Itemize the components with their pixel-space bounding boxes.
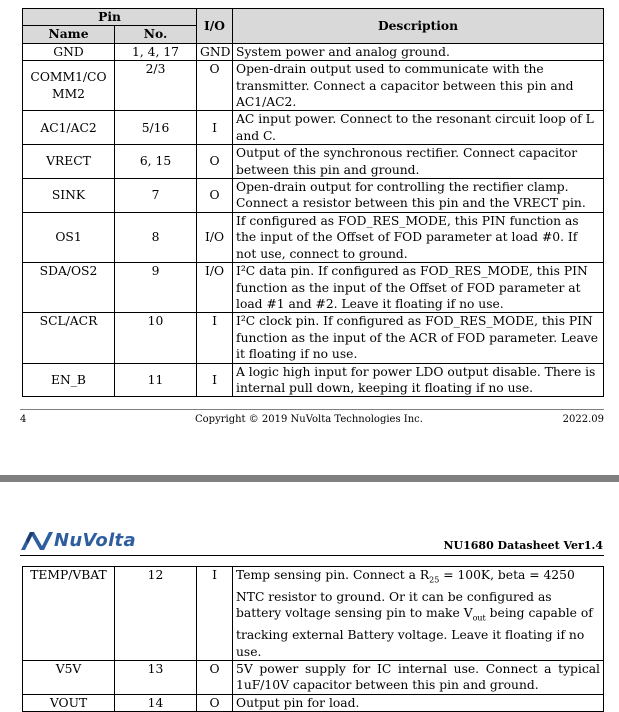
nuvolta-logo-icon <box>20 530 54 552</box>
table-row <box>23 179 604 213</box>
pin-name: V5V <box>23 660 115 694</box>
pin-name: AC1/AC2 <box>23 111 115 145</box>
pin-description: Temp sensing pin. Connect a $R_{25} = 100K$, beta = 4250 NTC resistor to ground. Or it can be configured as battery voltage sensing pin to make $V_{out}$ being capable of tracking external Battery voltage. Leave it floating if no use. <box>233 567 604 661</box>
pin-name: SDA/OS2 <box>23 263 115 313</box>
pin-io: I <box>197 567 233 661</box>
pin-io: O <box>197 694 233 711</box>
table-row <box>23 660 604 694</box>
table-row <box>23 694 604 711</box>
pin-description: I²C data pin. If configured as FOD_RES_MODE, this PIN function as the input of the Offset of FOD parameter at load #1 and #2. Leave it floating if no use. <box>233 263 604 313</box>
table-row <box>23 61 604 111</box>
pin-number: 12 <box>115 567 197 661</box>
pin-name: EN_B <box>23 363 115 397</box>
table-row <box>23 263 604 313</box>
pin-number: 7 <box>115 179 197 213</box>
io-header: I/O <box>197 9 233 44</box>
pin-name: VRECT <box>23 145 115 179</box>
pin-name: COMM1/CO MM2 <box>23 61 115 111</box>
pin-description-table-continued <box>22 566 604 712</box>
pin-number: 2/3 <box>115 61 197 111</box>
pin-io: I <box>197 363 233 397</box>
name-header: Name <box>23 26 115 43</box>
pin-io: GND <box>197 43 233 60</box>
footer-date: 2022.09 <box>562 414 604 425</box>
pin-io: I/O <box>197 212 233 262</box>
pin-description: Open-drain output for controlling the rectifier clamp. Connect a resistor between this pin and the VRECT pin. <box>233 179 604 213</box>
copyright: Copyright © 2019 NuVolta Technologies Inc. <box>195 414 423 425</box>
pin-name: VOUT <box>23 694 115 711</box>
pin-description: System power and analog ground. <box>233 43 604 60</box>
pin-header: Pin <box>23 9 197 26</box>
pin-description: Output of the synchronous rectifier. Connect capacitor between this pin and ground. <box>233 145 604 179</box>
pin-number: 5/16 <box>115 111 197 145</box>
pin-description: A logic high input for power LDO output disable. There is internal pull down, keeping it floating if no use. <box>233 363 604 397</box>
pin-number: 8 <box>115 212 197 262</box>
table-row <box>23 363 604 397</box>
pin-name: OS1 <box>23 212 115 262</box>
pin-name: GND <box>23 43 115 60</box>
pin-description: Open-drain output used to communicate with the transmitter. Connect a capacitor between this pin and AC1/AC2. <box>233 61 604 111</box>
pin-name: TEMP/VBAT <box>23 567 115 661</box>
pin-io: O <box>197 145 233 179</box>
pin-number: 13 <box>115 660 197 694</box>
pin-description: 5V power supply for IC internal use. Connect a typical 1uF/10V capacitor between this pin and ground. <box>233 660 604 694</box>
pin-number: 1, 4, 17 <box>115 43 197 60</box>
pin-number: 10 <box>115 313 197 363</box>
pin-io: I/O <box>197 263 233 313</box>
page-number: 4 <box>20 414 27 425</box>
pin-io: O <box>197 660 233 694</box>
pin-description: I²C clock pin. If configured as FOD_RES_MODE, this PIN function as the input of the ACR of FOD parameter. Leave it floating if no use. <box>233 313 604 363</box>
pin-io: I <box>197 111 233 145</box>
number-header: No. <box>115 26 197 43</box>
table-row <box>23 111 604 145</box>
pin-number: 6, 15 <box>115 145 197 179</box>
page-footer <box>20 409 604 430</box>
table-row <box>23 313 604 363</box>
pin-io: O <box>197 179 233 213</box>
table-row <box>23 43 604 60</box>
document-title: NU1680 Datasheet Ver1.4 <box>443 539 603 552</box>
pin-description: If configured as FOD_RES_MODE, this PIN function as the input of the Offset of FOD parameter at load #0. If not use, connect to ground. <box>233 212 604 262</box>
table-row <box>23 145 604 179</box>
logo-text: NuVolta <box>54 530 136 551</box>
pin-io: I <box>197 313 233 363</box>
pin-number: 14 <box>115 694 197 711</box>
table-row <box>23 212 604 262</box>
header-rule <box>20 555 604 556</box>
pin-number: 11 <box>115 363 197 397</box>
pin-description: Output pin for load. <box>233 694 604 711</box>
page-divider <box>0 475 619 482</box>
pin-io: O <box>197 61 233 111</box>
pin-name: SINK <box>23 179 115 213</box>
pin-description-table <box>22 8 604 397</box>
pin-name: SCL/ACR <box>23 313 115 363</box>
pin-description: AC input power. Connect to the resonant circuit loop of L and C. <box>233 111 604 145</box>
pin-number: 9 <box>115 263 197 313</box>
table-row <box>23 567 604 661</box>
description-header: Description <box>233 9 604 44</box>
